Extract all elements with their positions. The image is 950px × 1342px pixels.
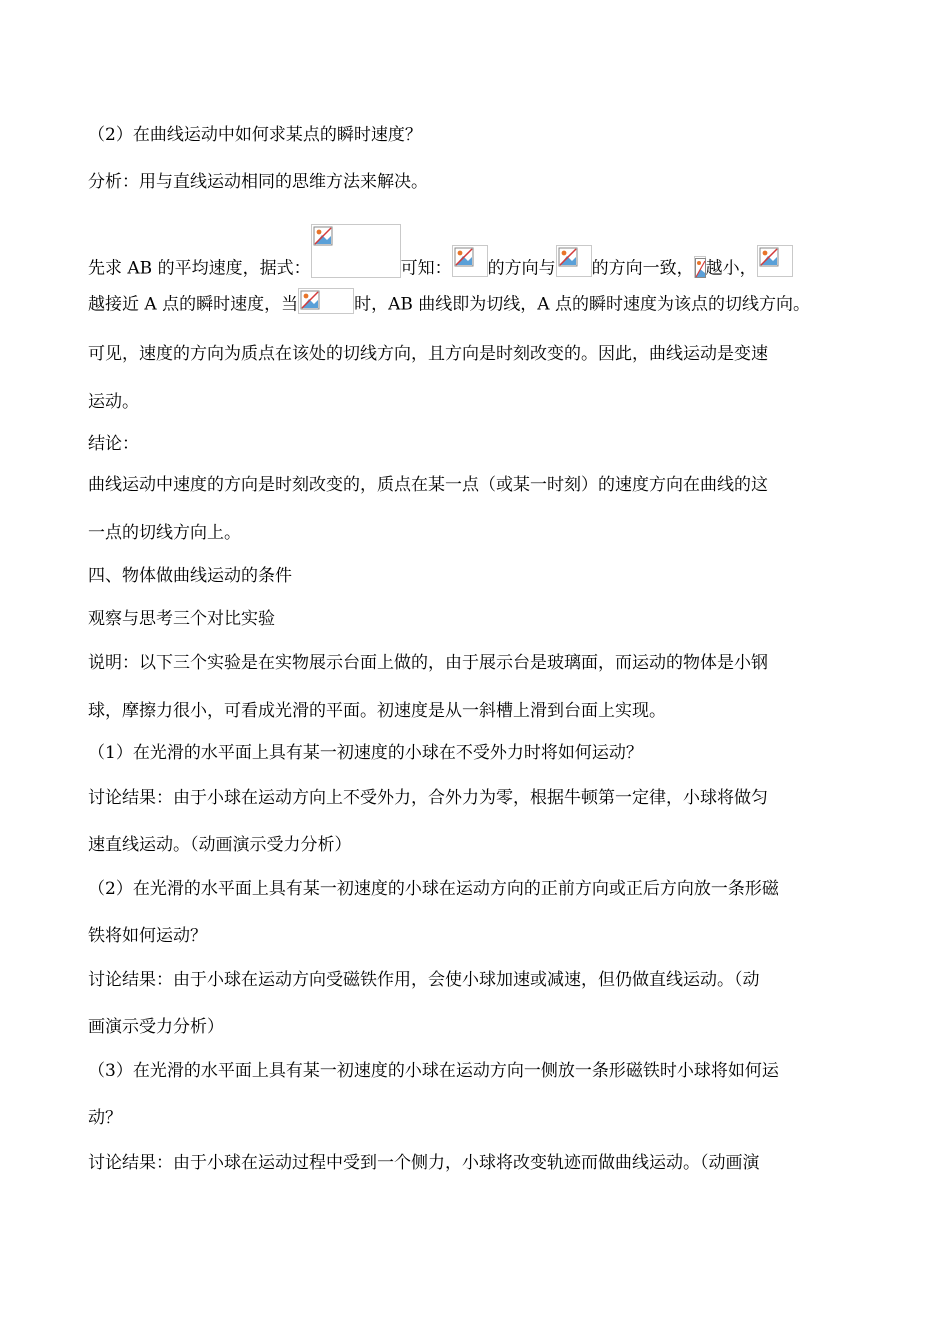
formula-image-icon xyxy=(452,245,488,277)
paragraph-line: 结论： xyxy=(88,434,139,454)
text-segment: 时，AB 曲线即为切线，A 点的瞬时速度为该点的切线方向。 xyxy=(354,294,810,315)
formula-image-icon xyxy=(694,256,706,278)
text-segment: 可知： xyxy=(400,258,452,279)
paragraph-line: 可见，速度的方向为质点在该处的切线方向，且方向是时刻改变的。因此，曲线运动是变速 xyxy=(88,344,768,364)
broken-image-icon xyxy=(558,247,578,267)
paragraph-line: （1）在光滑的水平面上具有某一初速度的小球在不受外力时将如何运动？ xyxy=(88,743,643,763)
paragraph-line: 动？ xyxy=(88,1108,122,1128)
paragraph-line: （2）在光滑的水平面上具有某一初速度的小球在运动方向的正前方向或正后方向放一条形磁 xyxy=(88,879,779,899)
paragraph-line: 运动。 xyxy=(88,392,139,412)
text-segment: 的方向与 xyxy=(487,258,556,279)
paragraph-line: 观察与思考三个对比实验 xyxy=(88,609,275,629)
formula-image-icon xyxy=(757,245,793,277)
paragraph-line: （2）在曲线运动中如何求某点的瞬时速度？ xyxy=(88,125,422,145)
paragraph-line: 讨论结果：由于小球在运动过程中受到一个侧力，小球将改变轨迹而做曲线运动。（动画演 xyxy=(88,1153,760,1173)
paragraph-line: 球，摩擦力很小，可看成光滑的平面。初速度是从一斜槽上滑到台面上实现。 xyxy=(88,701,666,721)
paragraph-line: 讨论结果：由于小球在运动方向受磁铁作用，会使小球加速或减速，但仍做直线运动。（动 xyxy=(88,970,760,990)
paragraph-line: 一点的切线方向上。 xyxy=(88,523,241,543)
broken-image-icon xyxy=(695,258,706,278)
broken-image-icon xyxy=(454,247,474,267)
paragraph-line: 讨论结果：由于小球在运动方向上不受外力，合外力为零，根据牛顿第一定律，小球将做匀 xyxy=(88,788,768,808)
paragraph-line-with-formulas xyxy=(88,242,793,279)
text-segment: 先求 AB 的平均速度，据式： xyxy=(88,258,311,279)
paragraph-line: 分析：用与直线运动相同的思维方法来解决。 xyxy=(88,172,428,192)
section-heading: 四、物体做曲线运动的条件 xyxy=(88,566,292,586)
text-segment: 越小， xyxy=(705,258,757,279)
paragraph-line: 速直线运动。（动画演示受力分析） xyxy=(88,835,352,855)
formula-image-icon xyxy=(298,288,354,314)
broken-image-icon xyxy=(313,226,333,246)
text-segment: 越接近 A 点的瞬时速度，当 xyxy=(88,294,299,315)
paragraph-line: （3）在光滑的水平面上具有某一初速度的小球在运动方向一侧放一条形磁铁时小球将如何运 xyxy=(88,1061,779,1081)
formula-image-icon xyxy=(556,245,592,277)
broken-image-icon xyxy=(759,247,779,267)
paragraph-line: 说明：以下三个实验是在实物展示台面上做的，由于展示台是玻璃面，而运动的物体是小钢 xyxy=(88,653,768,673)
paragraph-line-with-formulas xyxy=(88,292,810,322)
broken-image-icon xyxy=(300,290,320,310)
text-segment: 的方向一致， xyxy=(591,258,694,279)
paragraph-line: 曲线运动中速度的方向是时刻改变的，质点在某一点（或某一时刻）的速度方向在曲线的这 xyxy=(88,475,768,495)
paragraph-line: 画演示受力分析） xyxy=(88,1017,224,1037)
formula-image-icon xyxy=(311,224,401,278)
paragraph-line: 铁将如何运动？ xyxy=(88,926,207,946)
